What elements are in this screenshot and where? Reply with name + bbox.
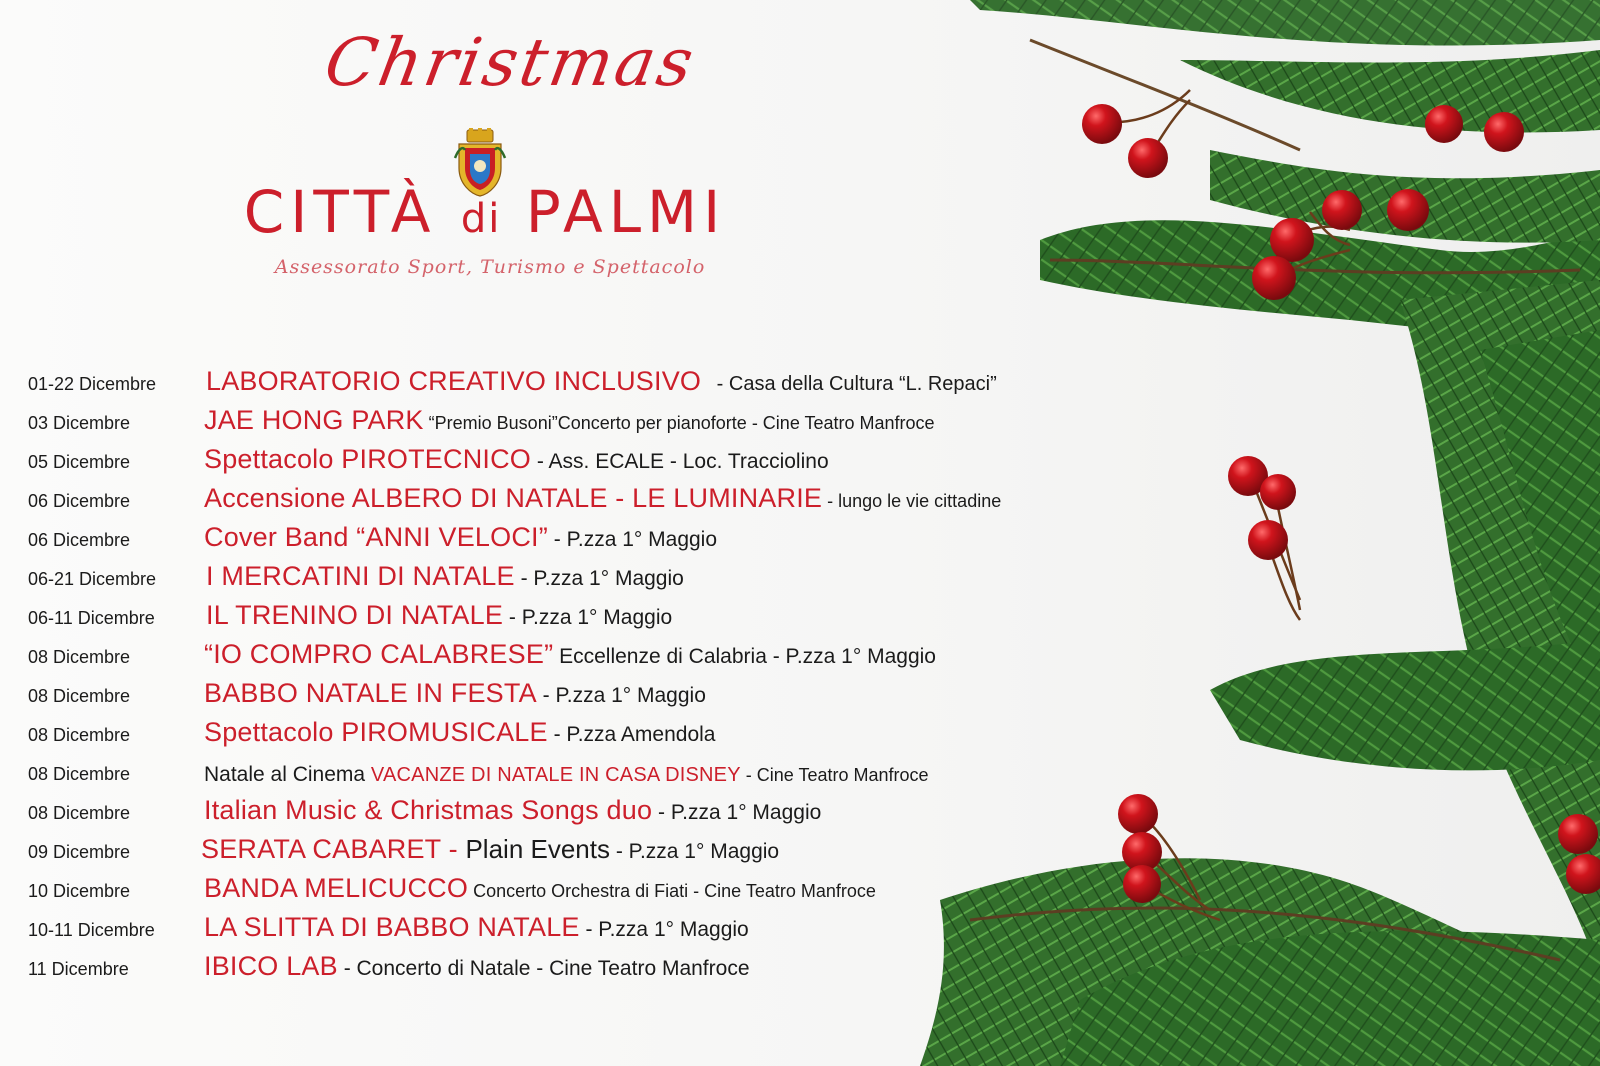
city-name-part-1: CITTÀ <box>243 178 461 246</box>
event-title: Italian Music & Christmas Songs duo <box>204 795 653 825</box>
event-row <box>28 947 1148 986</box>
event-detail: - P.zza 1° Maggio <box>652 801 822 824</box>
event-detail: - lungo le vie cittadine <box>822 491 1002 511</box>
event-date: 06-21 Dicembre <box>28 569 157 589</box>
event-detail: Eccellenze di Calabria - P.zza 1° Maggio <box>553 645 936 668</box>
event-date: 10-11 Dicembre <box>28 920 155 940</box>
event-title: IL TRENINO DI NATALE <box>206 600 504 630</box>
header <box>200 24 760 101</box>
event-detail: - Casa della Cultura “L. Repaci” <box>711 373 997 395</box>
event-detail: - P.zza Amendola <box>547 723 716 746</box>
event-date: 06 Dicembre <box>28 491 131 511</box>
event-title: JAE HONG PARK <box>204 405 424 435</box>
christmas-script-title: Christmas <box>318 24 702 101</box>
city-name-part-2: PALMI <box>501 178 727 246</box>
event-detail: - P.zza 1° Maggio <box>610 840 780 863</box>
event-row <box>28 401 1148 440</box>
event-title: Cover Band “ANNI VELOCI” <box>204 522 548 552</box>
event-detail: - Cine Teatro Manfroce <box>740 765 929 785</box>
event-date: 06-11 Dicembre <box>28 608 155 628</box>
event-title: Spettacolo PIROTECNICO <box>204 444 532 474</box>
event-title: LA SLITTA DI BABBO NATALE <box>204 912 580 942</box>
event-date: 08 Dicembre <box>28 647 131 667</box>
event-title: LABORATORIO CREATIVO INCLUSIVO <box>206 366 702 396</box>
event-detail: “Premio Busoni”Concerto per pianoforte - Cine Teatro Manfroce <box>423 413 935 433</box>
event-detail: - P.zza 1° Maggio <box>547 528 718 551</box>
event-title: SERATA CABARET - <box>201 834 466 864</box>
event-organizer: Plain Events <box>465 834 610 864</box>
event-row <box>28 830 1148 869</box>
event-detail: - Concerto di Natale - Cine Teatro Manfroce <box>337 957 750 980</box>
event-row <box>28 440 1148 479</box>
event-row <box>28 908 1148 947</box>
event-title: Accensione ALBERO DI NATALE - LE LUMINARIE <box>204 483 823 513</box>
event-row <box>28 362 1148 401</box>
event-title: BABBO NATALE IN FESTA <box>204 678 537 708</box>
event-title: BANDA MELICUCCO <box>204 873 469 903</box>
event-detail: - P.zza 1° Maggio <box>503 606 673 629</box>
event-row <box>28 791 1148 830</box>
event-date: 03 Dicembre <box>28 413 131 433</box>
city-name-di: di <box>460 196 502 242</box>
city-name <box>215 178 755 246</box>
event-row <box>28 869 1148 908</box>
event-row <box>28 518 1148 557</box>
event-date: 06 Dicembre <box>28 530 131 550</box>
event-date: 05 Dicembre <box>28 452 131 472</box>
event-detail: Concerto Orchestra di Fiati - Cine Teatro Manfroce <box>468 881 876 901</box>
event-prefix: Natale al Cinema <box>204 763 371 786</box>
event-row <box>28 596 1148 635</box>
event-date: 08 Dicembre <box>28 803 131 823</box>
event-row <box>28 557 1148 596</box>
event-detail: - P.zza 1° Maggio <box>514 567 684 590</box>
event-detail: - P.zza 1° Maggio <box>579 918 749 941</box>
event-title: VACANZE DI NATALE IN CASA DISNEY <box>370 764 741 786</box>
event-date: 09 Dicembre <box>28 842 131 862</box>
event-row <box>28 479 1148 518</box>
event-date: 11 Dicembre <box>28 959 129 979</box>
event-date: 10 Dicembre <box>28 881 131 901</box>
event-title: “IO COMPRO CALABRESE” <box>204 639 554 669</box>
event-date: 01-22 Dicembre <box>28 374 157 394</box>
event-detail: - Ass. ECALE - Loc. Tracciolino <box>531 450 829 473</box>
event-row <box>28 752 1148 791</box>
event-date: 08 Dicembre <box>28 686 131 706</box>
event-date: 08 Dicembre <box>28 764 131 784</box>
event-detail: - P.zza 1° Maggio <box>536 684 706 707</box>
event-row <box>28 635 1148 674</box>
event-list <box>28 362 1148 986</box>
event-row <box>28 713 1148 752</box>
event-title: Spettacolo PIROMUSICALE <box>204 717 548 747</box>
department-subtitle: Assessorato Sport, Turismo e Spettacolo <box>274 256 706 278</box>
event-title: I MERCATINI DI NATALE <box>206 561 515 591</box>
event-title: IBICO LAB <box>204 951 338 981</box>
event-date: 08 Dicembre <box>28 725 131 745</box>
event-row <box>28 674 1148 713</box>
